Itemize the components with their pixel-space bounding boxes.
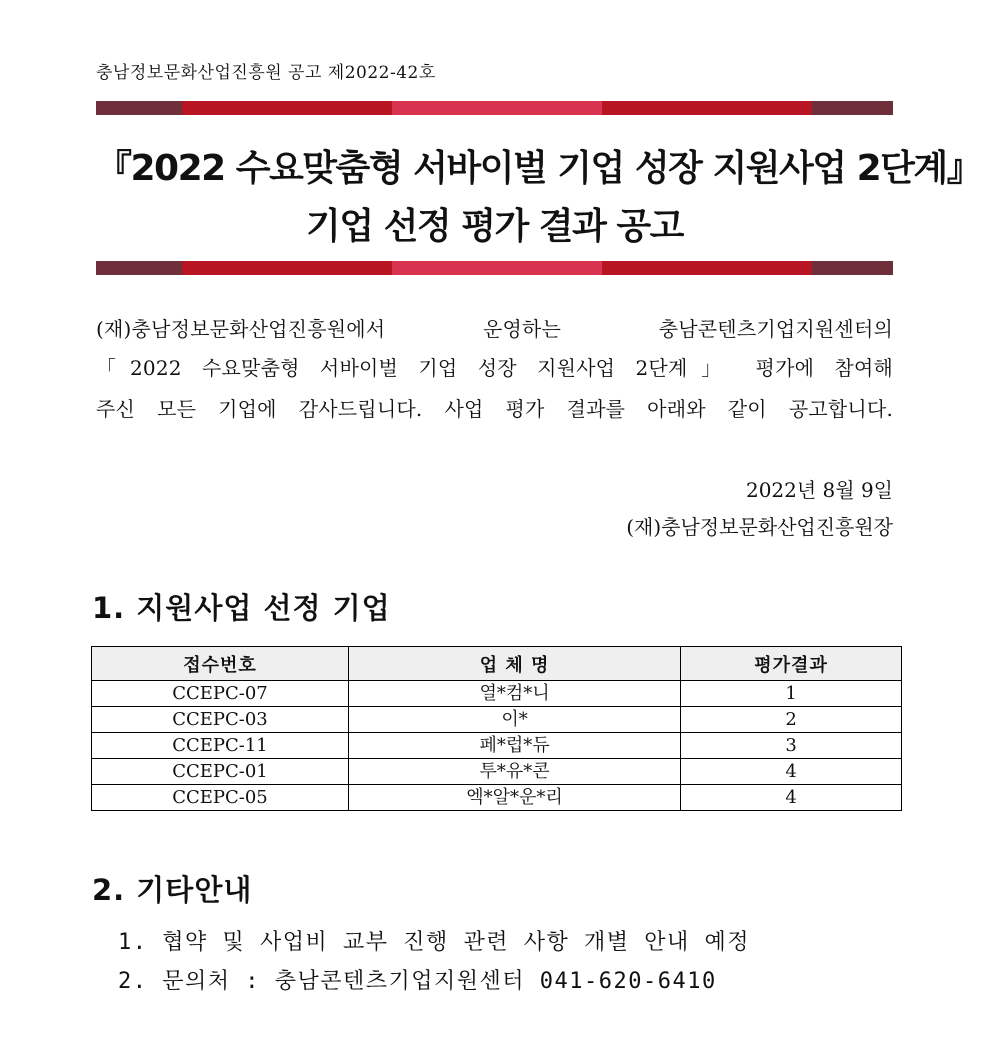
info-item-agreement: 1. 협약 및 사업비 교부 진행 관련 사항 개별 안내 예정 [118,930,750,955]
column-header-evaluation-result: 평가결과 [681,647,902,681]
cell-application-number: CCEPC-05 [92,785,349,811]
body-text-line2: 「2022 수요맞춤형 서바이벌 기업 성장 지원사업 2단계」 평가에 참여해 [96,356,893,380]
cell-evaluation-result: 4 [681,759,902,785]
bottom-decorative-bar [96,261,893,275]
selected-companies-table [91,646,902,811]
page-title-line2: 기업 선정 평가 결과 공고 [306,206,683,247]
section-heading-selected-companies: 1. 지원사업 선정 기업 [92,591,391,625]
cell-company-name: 엑*알*운*리 [348,785,680,811]
table-header-row [92,647,902,681]
section-heading-other-info: 2. 기타안내 [92,873,253,907]
notice-number: 충남정보문화산업진흥원 공고 제2022-42호 [96,63,436,83]
cell-company-name: 열*컴*니 [348,681,680,707]
cell-application-number: CCEPC-01 [92,759,349,785]
table-row [92,707,902,733]
table-row [92,759,902,785]
cell-company-name: 투*유*콘 [348,759,680,785]
table-row [92,733,902,759]
cell-company-name: 이* [348,707,680,733]
info-item-contact: 2. 문의처 : 충남콘텐츠기업지원센터 041-620-6410 [118,969,717,994]
body-text-line1: (재)충남정보문화산업진흥원에서 운영하는 충남콘텐츠기업지원센터의 [96,317,893,341]
page-title-line1: 『2022 수요맞춤형 서바이벌 기업 성장 지원사업 2단계』 [96,148,982,189]
notice-date: 2022년 8월 9일 [745,478,893,502]
body-text-line3: 주신 모든 기업에 감사드립니다. 사업 평가 결과를 아래와 같이 공고합니다. [96,397,893,421]
top-decorative-bar [96,101,893,115]
cell-evaluation-result: 4 [681,785,902,811]
cell-evaluation-result: 1 [681,681,902,707]
cell-evaluation-result: 2 [681,707,902,733]
cell-evaluation-result: 3 [681,733,902,759]
table-row [92,681,902,707]
cell-application-number: CCEPC-11 [92,733,349,759]
cell-company-name: 페*럽*듀 [348,733,680,759]
table-row [92,785,902,811]
column-header-company-name: 업 체 명 [348,647,680,681]
issuer-name: (재)충남정보문화산업진흥원장 [626,515,893,539]
cell-application-number: CCEPC-03 [92,707,349,733]
cell-application-number: CCEPC-07 [92,681,349,707]
column-header-application-number: 접수번호 [92,647,349,681]
